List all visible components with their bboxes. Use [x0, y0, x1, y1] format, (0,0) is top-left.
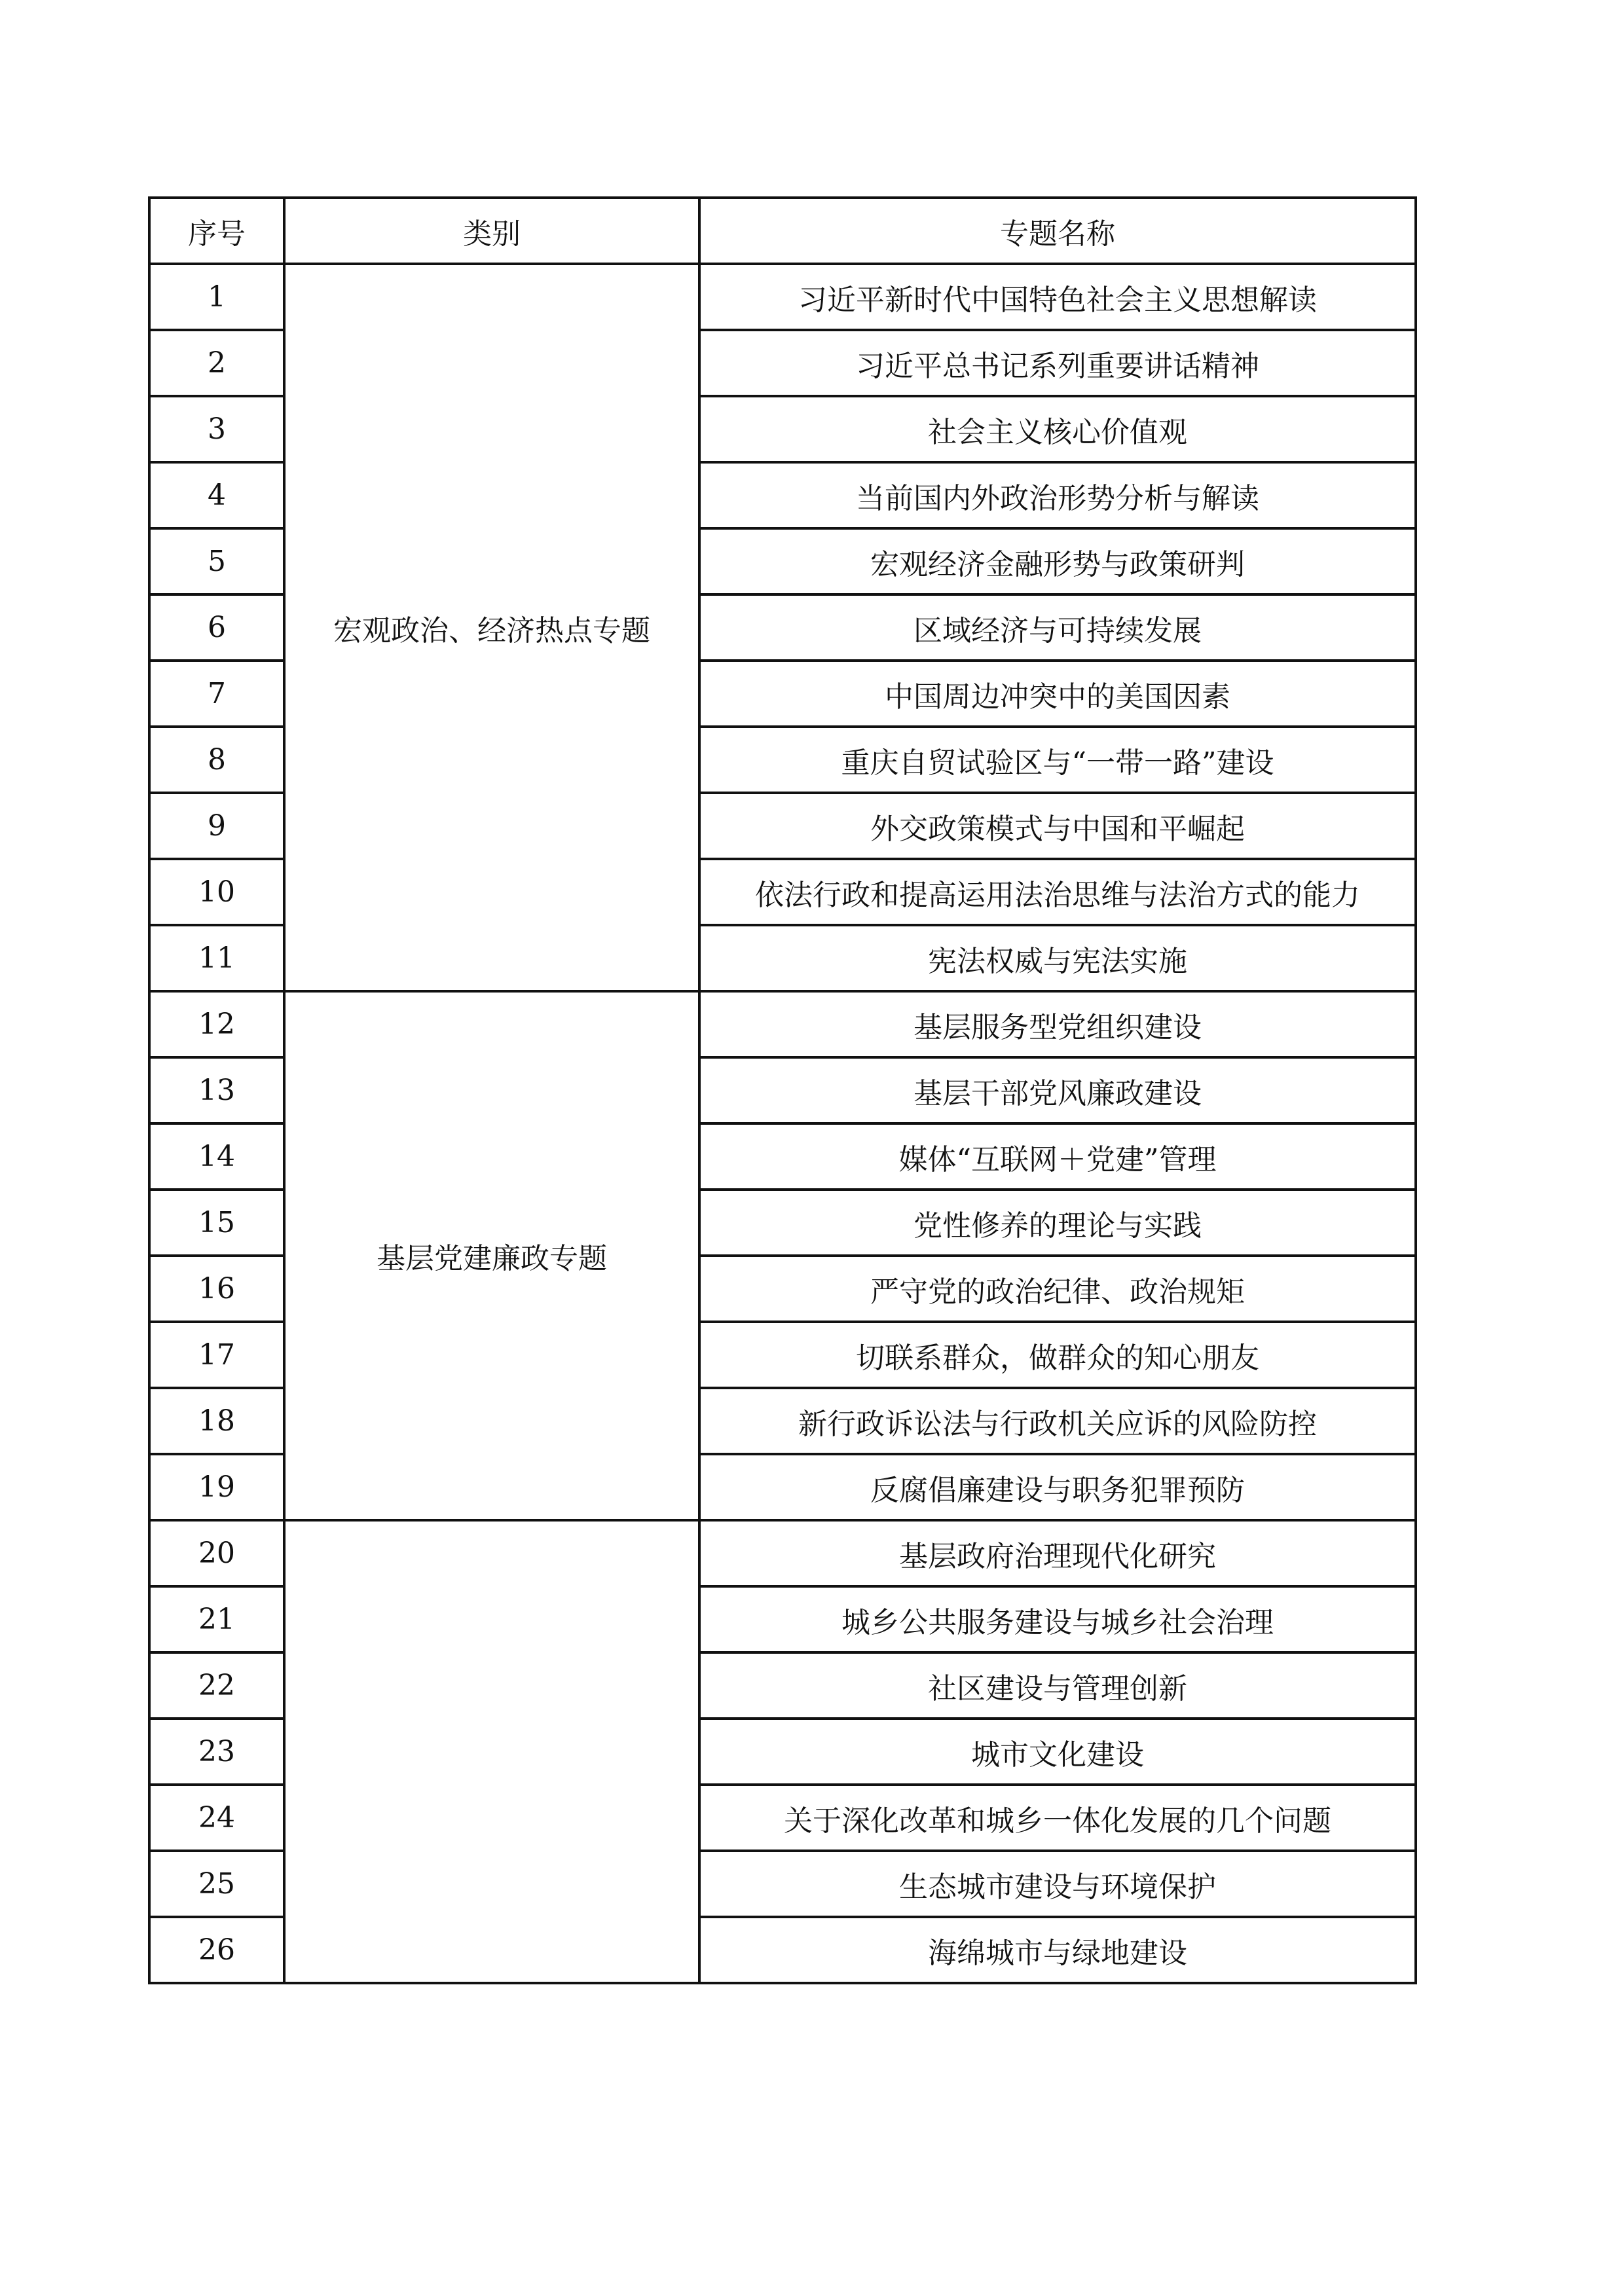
- table-row: [149, 991, 1416, 1057]
- topic-name: 习近平新时代中国特色社会主义思想解读: [699, 264, 1416, 330]
- row-number: 26: [149, 1917, 284, 1983]
- row-number: 6: [149, 594, 284, 661]
- row-number: 15: [149, 1190, 284, 1256]
- row-number: 21: [149, 1586, 284, 1652]
- header-row: [149, 198, 1416, 264]
- table-row: [149, 264, 1416, 330]
- topic-name: 中国周边冲突中的美国因素: [699, 661, 1416, 727]
- row-number: 12: [149, 991, 284, 1057]
- row-number: 4: [149, 462, 284, 528]
- topic-name: 重庆自贸试验区与“一带一路”建设: [699, 727, 1416, 793]
- topic-name: 区域经济与可持续发展: [699, 594, 1416, 661]
- row-number: 8: [149, 727, 284, 793]
- row-number: 25: [149, 1851, 284, 1917]
- topic-name: 新行政诉讼法与行政机关应诉的风险防控: [699, 1388, 1416, 1454]
- row-number: 13: [149, 1057, 284, 1123]
- category-cell: 宏观政治、经济热点专题: [284, 264, 699, 991]
- topic-name: 切联系群众，做群众的知心朋友: [699, 1322, 1416, 1388]
- topic-name: 宏观经济金融形势与政策研判: [699, 528, 1416, 594]
- row-number: 5: [149, 528, 284, 594]
- row-number: 2: [149, 330, 284, 396]
- row-number: 22: [149, 1652, 284, 1719]
- topic-name: 生态城市建设与环境保护: [699, 1851, 1416, 1917]
- category-cell: 基层党建廉政专题: [284, 991, 699, 1520]
- topic-name: 反腐倡廉建设与职务犯罪预防: [699, 1454, 1416, 1520]
- header-number: 序号: [149, 198, 284, 264]
- row-number: 20: [149, 1520, 284, 1586]
- topic-name: 当前国内外政治形势分析与解读: [699, 462, 1416, 528]
- row-number: 11: [149, 925, 284, 991]
- topic-name: 党性修养的理论与实践: [699, 1190, 1416, 1256]
- row-number: 1: [149, 264, 284, 330]
- row-number: 24: [149, 1785, 284, 1851]
- row-number: 23: [149, 1719, 284, 1785]
- topic-name: 关于深化改革和城乡一体化发展的几个问题: [699, 1785, 1416, 1851]
- row-number: 7: [149, 661, 284, 727]
- row-number: 16: [149, 1256, 284, 1322]
- row-number: 17: [149, 1322, 284, 1388]
- topic-name: 基层干部党风廉政建设: [699, 1057, 1416, 1123]
- topic-name: 宪法权威与宪法实施: [699, 925, 1416, 991]
- topic-name: 社会主义核心价值观: [699, 396, 1416, 462]
- header-topic: 专题名称: [699, 198, 1416, 264]
- table-body: [149, 264, 1416, 1983]
- table-row: [149, 1520, 1416, 1586]
- topic-name: 媒体“互联网＋党建”管理: [699, 1123, 1416, 1190]
- row-number: 14: [149, 1123, 284, 1190]
- header-category: 类别: [284, 198, 699, 264]
- topic-table: [148, 196, 1417, 1984]
- row-number: 9: [149, 793, 284, 859]
- topic-name: 外交政策模式与中国和平崛起: [699, 793, 1416, 859]
- row-number: 19: [149, 1454, 284, 1520]
- category-cell: [284, 1520, 699, 1983]
- row-number: 3: [149, 396, 284, 462]
- topic-name: 海绵城市与绿地建设: [699, 1917, 1416, 1983]
- topic-name: 城市文化建设: [699, 1719, 1416, 1785]
- topic-name: 基层政府治理现代化研究: [699, 1520, 1416, 1586]
- topic-name: 社区建设与管理创新: [699, 1652, 1416, 1719]
- topic-name: 习近平总书记系列重要讲话精神: [699, 330, 1416, 396]
- row-number: 18: [149, 1388, 284, 1454]
- row-number: 10: [149, 859, 284, 925]
- topic-name: 依法行政和提高运用法治思维与法治方式的能力: [699, 859, 1416, 925]
- topic-name: 城乡公共服务建设与城乡社会治理: [699, 1586, 1416, 1652]
- topic-name: 严守党的政治纪律、政治规矩: [699, 1256, 1416, 1322]
- topic-name: 基层服务型党组织建设: [699, 991, 1416, 1057]
